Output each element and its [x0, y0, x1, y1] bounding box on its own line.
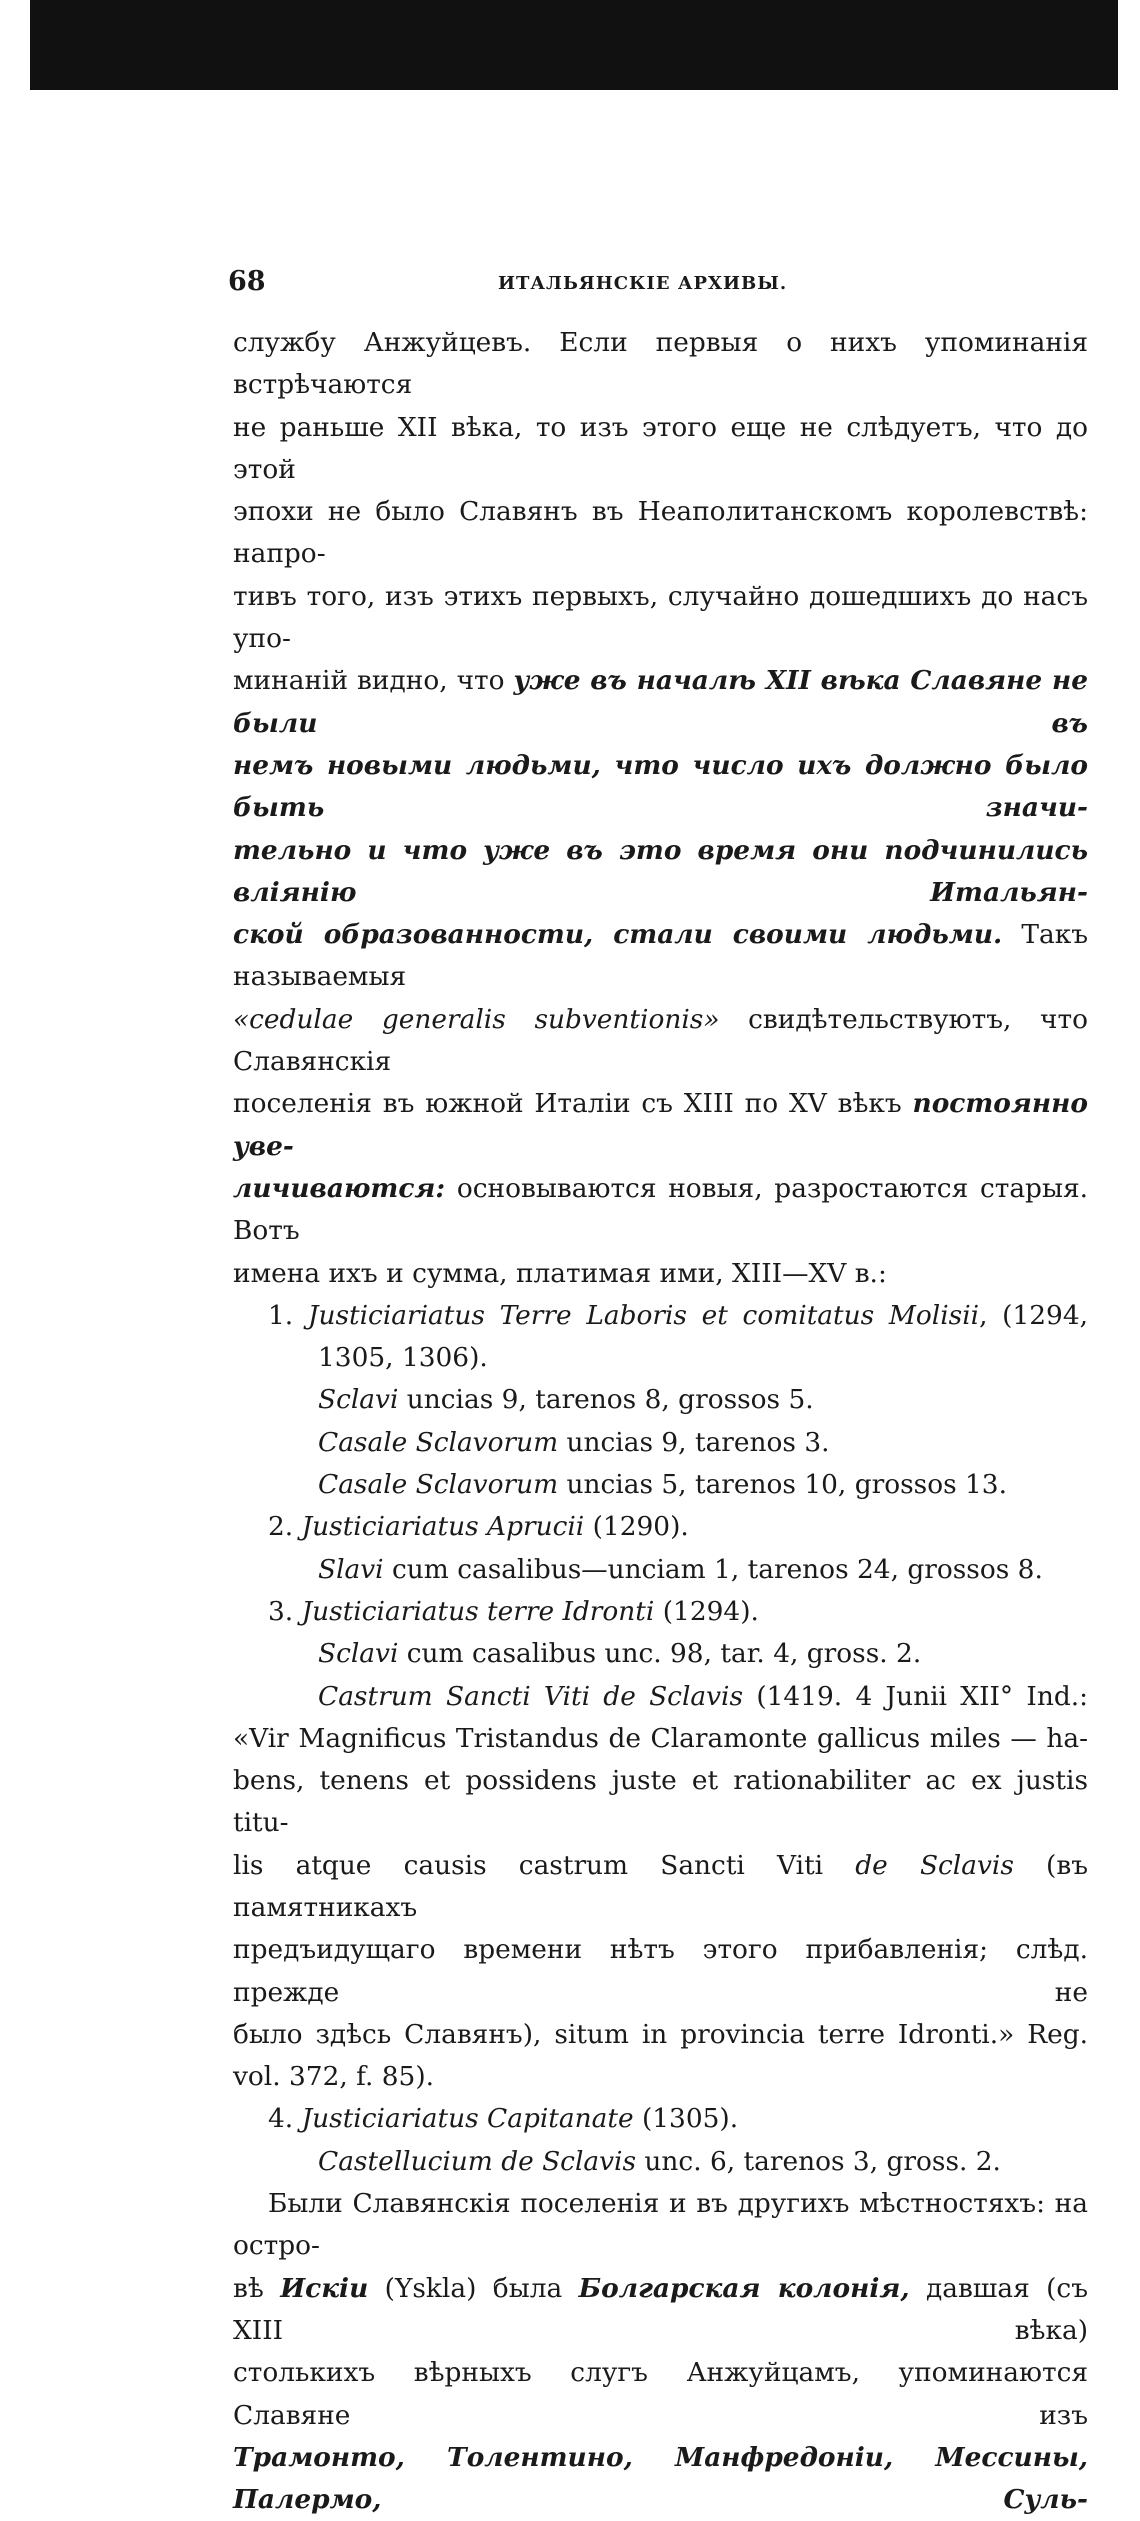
list-entry-row: Sclavi uncias 9, tarenos 8, grossos 5. [318, 1384, 814, 1416]
text-line: Были Славянскія поселенія и въ другихъ мѣстностяхъ: на остро- [233, 2188, 1088, 2262]
text-line: Трамонто, Толентино, Манфредоніи, Мессины, Палермо, Суль- [233, 2441, 1088, 2516]
text-line: поселенія въ южной Италіи съ XIII по XV вѣкъ постоянно уве- [233, 1088, 1088, 1162]
list-entry-row: Sclavi cum casalibus unc. 98, tar. 4, gross. 2. [318, 1638, 922, 1670]
page-body [233, 322, 1088, 2521]
text-line: тельно и что уже въ это время они подчинились вліянію Итальян- [233, 834, 1088, 908]
text-line: не раньше XII вѣка, то изъ этого еще не слѣдуетъ, что до этой [233, 411, 1088, 485]
text-line: немъ новыми людьми, что число ихъ должно было быть значи- [233, 749, 1088, 824]
list-entry-row: Slavi cum casalibus—unciam 1, tarenos 24, grossos 8. [318, 1553, 1043, 1585]
text-line: службу Анжуйцевъ. Если первыя о нихъ упоминанія встрѣчаются [233, 327, 1088, 401]
list-entry-heading: 1. Justiciariatus Terre Laboris et comitatus Molisii, (1294, [268, 1299, 1088, 1331]
scan-top-border [30, 0, 1118, 90]
text-line: вѣ Искіи (Yskla) была Болгарская колонія, давшая (съ XIII вѣка) [233, 2272, 1089, 2346]
text-line: имена ихъ и сумма, платимая ими, XIII—XV в.: [233, 1257, 887, 1289]
text-line: «Vir Magnificus Tristandus de Claramonte gallicus miles — ha- [233, 1722, 1088, 1754]
text-line: личиваются: основываются новыя, разростаются старыя. Вотъ [233, 1172, 1088, 1247]
text-line: было здѣсь Славянъ), situm in provincia terre Idronti.» Reg. [233, 2018, 1088, 2050]
page-number: 68 [228, 266, 266, 297]
running-title: ИТАЛЬЯНСКІЕ АРХИВЫ. [498, 273, 788, 294]
list-entry-row: Casale Sclavorum uncias 9, tarenos 3. [318, 1426, 830, 1458]
list-entry-heading: 4. Justiciariatus Capitanate (1305). [268, 2103, 739, 2135]
page-header [228, 262, 1088, 302]
text-line: 1305, 1306). [318, 1342, 488, 1374]
text-line: vol. 372, f. 85). [233, 2061, 435, 2093]
text-line: эпохи не было Славянъ въ Неаполитанскомъ королевствѣ: напро- [233, 496, 1088, 570]
list-entry-row: Casale Sclavorum uncias 5, tarenos 10, grossos 13. [318, 1469, 1007, 1501]
text-line: lis atque causis castrum Sancti Viti de Sclavis (въ памятникахъ [233, 1849, 1088, 1923]
text-line: bens, tenens et possidens juste et rationabiliter ac ex justis titu- [233, 1765, 1088, 1839]
list-entry-row: Castrum Sancti Viti de Sclavis (1419. 4 Junii XII° Ind.: [318, 1680, 1088, 1712]
text-line: предъидущаго времени нѣтъ этого прибавленія; слѣд. прежде не [233, 1934, 1088, 2008]
text-line: «cedulae generalis subventionis» свидѣтельствуютъ, что Славянскія [233, 1003, 1088, 1078]
list-entry-row: Castellucium de Sclavis unc. 6, tarenos 3, gross. 2. [318, 2145, 1001, 2177]
text-line: ской образованности, стали своими людьми. Такъ называемыя [233, 919, 1089, 993]
list-entry-heading: 3. Justiciariatus terre Idronti (1294). [268, 1595, 759, 1627]
text-line: тивъ того, изъ этихъ первыхъ, случайно дошедшихъ до насъ упо- [233, 580, 1088, 655]
list-entry-heading: 2. Justiciariatus Aprucii (1290). [268, 1511, 689, 1543]
text-line: минаній видно, что уже въ началѣ XII вѣка Славяне не были въ [233, 665, 1089, 739]
text-line: столькихъ вѣрныхъ слугъ Анжуйцамъ, упоминаются Славяне изъ [233, 2357, 1088, 2431]
